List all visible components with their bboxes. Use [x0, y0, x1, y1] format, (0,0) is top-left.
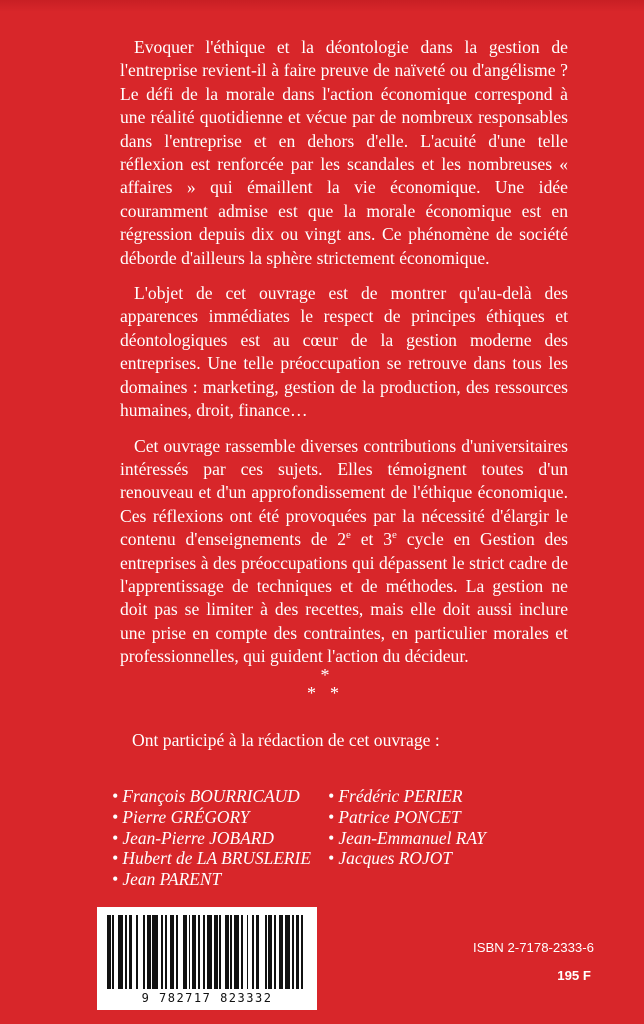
blurb-paragraph-2: L'objet de cet ouvrage est de montrer qu'au-delà des apparences immédiates le respect de principes éthiques et déontologiques est au cœur de la gestion moderne des entreprises. Une telle préoccupation se retrouve dans tous les domaines : marketing, gestion de la production, des ressources humaines, droit, finance… — [120, 283, 568, 421]
price-label: 195 F — [557, 968, 591, 983]
asterism-top: * — [320, 665, 330, 685]
ordinal-suffix: e — [392, 529, 397, 542]
contributor-item: • Hubert de LA BRUSLERIE — [112, 848, 311, 869]
contributor-item: • Patrice PONCET — [328, 806, 461, 827]
contributor-item: • Jean-Emmanuel RAY — [328, 827, 486, 848]
barcode-bars — [107, 915, 307, 989]
contributor-item: • Jacques ROJOT — [328, 848, 452, 869]
contributor-item: • Jean PARENT — [112, 869, 222, 890]
blurb-text — [120, 36, 568, 681]
contributor-item: • Jean-Pierre JOBARD — [112, 827, 274, 848]
blurb-paragraph-3-part-1: Cet ouvrage rassemble diverses contributions d'universitaires intéressés par ces sujets. Elles témoignent toutes d'un renouveau et d'un approfondissement de l'éthique économique. Ces réflexions ont été provoquées par la nécessité d'élargir le contenu d'enseignements de 2 — [120, 435, 568, 550]
blurb-paragraph-3-part-2: et 3 — [350, 529, 393, 550]
contributor-item: • Frédéric PERIER — [328, 786, 463, 806]
contributors-list — [112, 786, 548, 890]
blurb-paragraph-1: Evoquer l'éthique et la déontologie dans la gestion de l'entreprise revient-il à faire preuve de naïveté ou d'angélisme ? Le défi de la morale dans l'action économique correspond à une réalité quotidienne et vécue par de nombreux responsables dans l'entreprise et en dehors d'elle. L'acuité d'une telle réflexion est renforcée par les scandales et les nombreuses « affaires » qui émaillent la vie économique. Une idée couramment admise est que la morale économique est en régression depuis dix ou vingt ans. Ce phénomène de société déborde d'ailleurs la sphère strictement économique. — [120, 37, 568, 268]
isbn-label: ISBN 2-7178-2333-6 — [473, 940, 594, 955]
barcode-digits: 9 782717 823332 — [141, 991, 273, 1005]
contributors-heading: Ont participé à la rédaction de cet ouvrage : — [132, 730, 440, 750]
blurb-paragraph-3-part-3: cycle en Gestion des entreprises à des préoccupations qui dépassent le strict cadre de l'apprentissage de techniques et de méthodes. La gestion ne doit pas se limiter à des recettes, mais elle doit aussi inclure une prise en compte des contraintes, en particulier morales et professionnelles, qui guident l'action du décideur. — [120, 529, 568, 667]
contributor-item: • François BOURRICAUD — [112, 786, 300, 806]
asterism-bottom: ** — [307, 683, 353, 703]
ordinal-suffix: e — [346, 529, 351, 542]
barcode-bar — [303, 915, 307, 989]
blurb-paragraph-3 — [120, 435, 568, 669]
top-edge-band — [0, 0, 644, 12]
contributor-item: • Pierre GRÉGORY — [112, 806, 250, 827]
barcode — [97, 907, 317, 1010]
